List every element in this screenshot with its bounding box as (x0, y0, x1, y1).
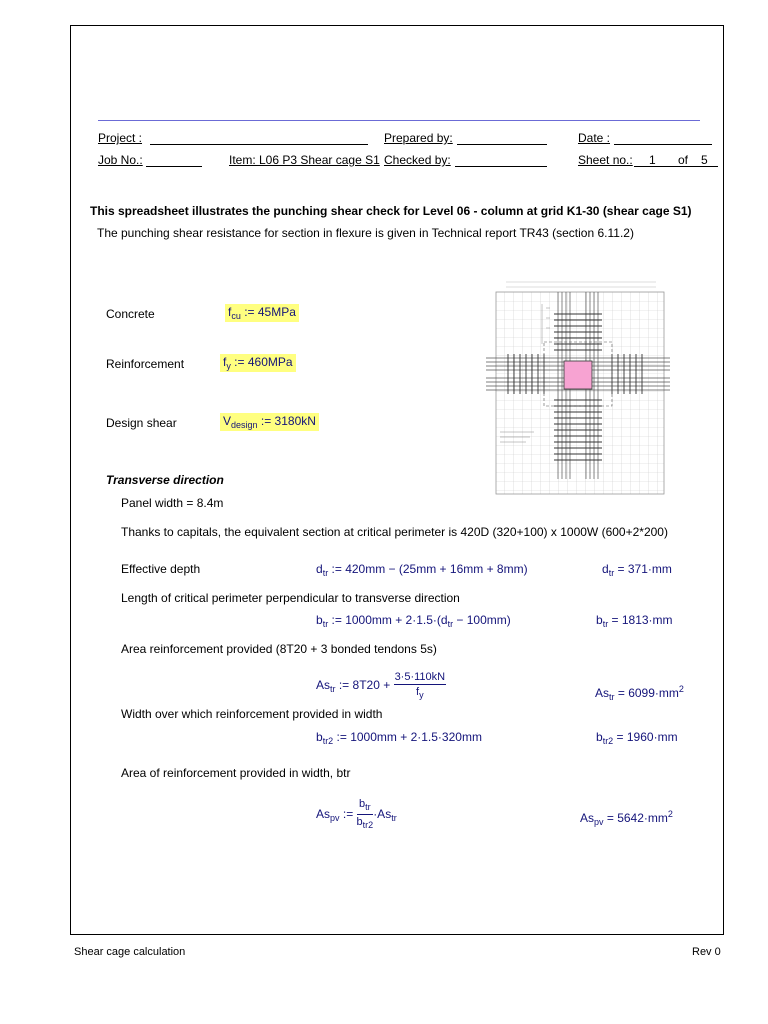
project-field[interactable] (150, 144, 368, 145)
footer-left: Shear cage calculation (74, 946, 186, 958)
sheet-no: 1 (649, 153, 656, 167)
concrete-input[interactable]: $f_{cu}$ := 45MPa (225, 304, 299, 322)
prepared-label: Prepared by: (384, 131, 453, 145)
sheet-label: Sheet no.: (578, 153, 633, 167)
item-label: Item: L06 P3 Shear cage S1 (229, 153, 380, 167)
document-title: This spreadsheet illustrates the punching shear check for Level 06 - column at grid K1-30 (shear cage S1) (90, 204, 692, 218)
astr-result: $As_{tr} = 6099\cdot mm^2$ (595, 684, 684, 702)
btr-formula: $b_{tr}$ := $1000mm + 2\cdot 1.5\cdot(d_{tr} - 100mm)$ (316, 613, 511, 629)
panel-width: Panel width = 8.4m (121, 496, 224, 510)
transverse-heading: Transverse direction (106, 473, 224, 487)
design-shear-label: Design shear (106, 416, 177, 430)
checked-field[interactable] (455, 166, 547, 167)
job-label: Job No.: (98, 153, 143, 167)
astr-formula: $As_{tr}$ := 8T20 + $\frac{3\cdot 5\cdot 110kN}{f_y}$ (316, 671, 446, 700)
capitals-note: Thanks to capitals, the equivalent section at critical perimeter is 420D (320+100) x 1000W (600+2*200) (121, 525, 668, 539)
footer-right: Rev 0 (692, 946, 721, 958)
area-reinforcement-label: Area reinforcement provided (8T20 + 3 bonded tendons 5s) (121, 642, 437, 656)
sheet-of: of (678, 153, 689, 167)
prepared-field[interactable] (457, 144, 547, 145)
job-field[interactable] (146, 166, 202, 167)
reinforcement-input[interactable]: $f_y$ := 460MPa (220, 354, 296, 372)
header-rule (98, 120, 700, 121)
critical-perimeter-label: Length of critical perimeter perpendicular to transverse direction (121, 591, 460, 605)
date-label: Date : (578, 131, 611, 145)
date-field[interactable] (614, 144, 712, 145)
effective-depth-label: Effective depth (121, 562, 201, 576)
project-label: Project : (98, 131, 143, 145)
design-shear-input[interactable]: $V_{design}$ := 3180kN (220, 413, 319, 431)
effective-depth-result: $d_{tr} = 371\cdot mm$ (602, 562, 672, 578)
width-label: Width over which reinforcement provided in width (121, 707, 383, 721)
btr2-formula: $b_{tr2}$ := 1000mm + 2·1.5·320mm (316, 730, 482, 746)
checked-label: Checked by: (384, 153, 451, 167)
btr2-result: $b_{tr2} = 1960\cdot mm$ (596, 730, 678, 746)
effective-depth-formula: $d_{tr}$ := 420mm − (25mm + 16mm + 8mm) (316, 562, 528, 578)
area-width-label: Area of reinforcement provided in width, btr (121, 766, 351, 780)
aspv-result: $As_{pv} = 5642\cdot mm^2$ (580, 809, 673, 827)
document-subtitle: The punching shear resistance for section in flexure is given in Technical report TR43 (section 6.11.2) (97, 226, 634, 240)
aspv-formula: $As_{pv}$ := $\frac{b_{tr}}{b_{tr2}}$ $\cdot As_{tr}$ (316, 798, 397, 830)
concrete-label: Concrete (106, 307, 155, 321)
shear-cage-sketch (486, 274, 670, 496)
sheet-total: 5 (701, 153, 708, 167)
reinforcement-label: Reinforcement (106, 357, 185, 371)
btr-result: $b_{tr} = 1813\cdot mm$ (596, 613, 673, 629)
